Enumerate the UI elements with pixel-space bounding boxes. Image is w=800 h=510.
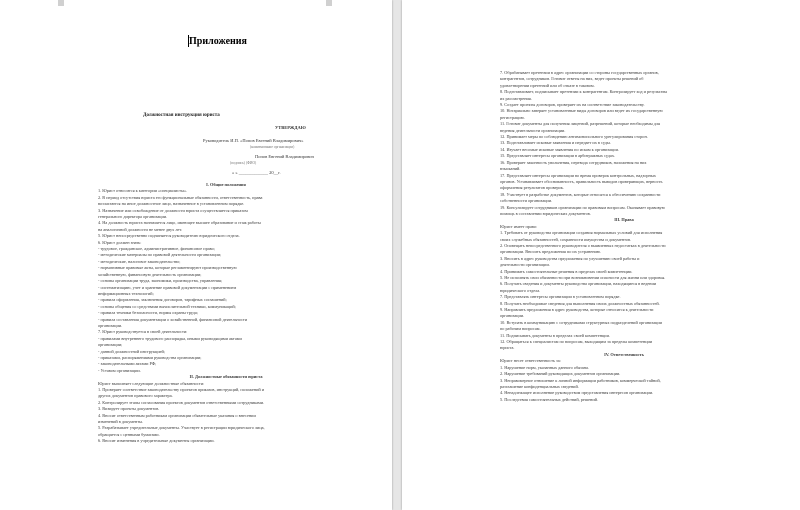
body-line: 12. Принимает меры по соблюдению антимонопольного урегулирования сторон.: [500, 134, 648, 140]
body-line: юридического отдела.: [500, 287, 541, 293]
body-line: - Уставом организации.: [98, 367, 141, 373]
body-line: 12. Обращаться к специалистам по вопросам, выходящим за пределы компетенции: [500, 339, 653, 345]
body-line: 11. Готовит документы для получения лицензий, разрешений, которые необходимы для: [500, 121, 661, 127]
approve-label: УТВЕРЖДАЮ: [275, 125, 306, 130]
body-line: хозяйственную, финансовую деятельность организации;: [98, 271, 202, 277]
body-line: информационных технологий;: [98, 290, 154, 296]
body-line: - методические материалы по правовой деятельности организации;: [98, 252, 222, 258]
page1-body: [98, 182, 354, 445]
page2-body: [500, 70, 748, 403]
body-line: на аналогичной должности не менее двух лет.: [98, 226, 183, 232]
body-line: - приказами, распоряжениями руководства организации;: [98, 354, 202, 360]
document-page-2: [402, 0, 800, 510]
body-line: - правила составления документации о хозяйственной, финансовой деятельности: [98, 316, 248, 322]
body-line: 10. Нотариально заверяет установленные виды договоров или ведет их государственную: [500, 108, 663, 114]
body-line: помощь в составлении юридических документов.: [500, 210, 591, 216]
body-line: - правила оформления, заключения договоров, тарифных соглашений;: [98, 297, 227, 303]
section-heading: I. Общие положения: [206, 182, 246, 187]
body-line: 17. Представляет интересы организации во время проверок контрольных, надзорных: [500, 172, 656, 178]
body-line: 3. Неправомерное отношение к личной информации работников, коммерческой тайной,: [500, 377, 661, 383]
ruler-marker-right: [326, 0, 332, 6]
body-line: 4. На должность юриста назначается лицо, имеющее высшее образование и стаж работы: [98, 220, 261, 226]
body-line: - правилами внутреннего трудового распорядка, иными руководящими актами: [98, 335, 242, 341]
body-line: 14. Изучает весомые исковые заявления по искам к организации.: [500, 146, 619, 152]
body-line: 6. Вносит изменения в учредительные документы организации.: [98, 438, 215, 444]
body-line: 15. Представляет интересы организации в арбитражных судах.: [500, 153, 616, 159]
body-line: организации. Вносить предложения по их устранению.: [500, 249, 602, 255]
body-line: 1. Юрист относится к категории «специалисты».: [98, 188, 188, 194]
sign-name: Попов Евгений Владимирович: [255, 154, 314, 159]
body-line: регистрацию.: [500, 114, 525, 120]
body-line: 19. Консультирует сотрудников организации по правовым вопросам. Оказывает правовую: [500, 204, 665, 210]
section-heading: IV. Ответственность: [604, 351, 644, 357]
body-line: Юрист несет ответственность за:: [500, 358, 561, 364]
body-line: 5. Юрист непосредственно подчиняется руководителю юридического отдела.: [98, 233, 240, 239]
body-line: - нормативные правовые акты, которые регламентируют производственную: [98, 265, 237, 271]
body-line: - методические, налоговое законодательство;: [98, 258, 181, 264]
body-line: 9. Направлять предложения в адрес руководства, которые относятся к деятельности: [500, 307, 654, 313]
body-line: по рабочим вопросам.: [500, 326, 541, 332]
body-line: 8. Получать необходимые сведения для выполнения своих должностных обязанностей.: [500, 300, 660, 306]
body-line: юриста.: [500, 345, 515, 351]
body-line: - основы организации труда, экономики, производства, управления;: [98, 278, 223, 284]
body-line: обращается с ценными бумагами.: [98, 431, 160, 437]
ruler-marker-left: [58, 0, 64, 6]
director-line: Руководитель И.П. «Попов Евгений Владимирович»: [203, 138, 304, 143]
body-line: органов. Устанавливает обоснованность, правильность выводов проверяющих, верность: [500, 178, 663, 184]
body-line: организации.: [98, 322, 123, 328]
body-line: 1. Требовать от руководства организации создания нормальных условий для исполнения: [500, 230, 663, 236]
body-line: Юрист имеет право:: [500, 223, 538, 229]
body-line: - систематизацию, учет и хранение правовой документации с применением: [98, 284, 237, 290]
body-line: 7. Юрист руководствуется в своей деятельности:: [98, 329, 188, 335]
body-line: 3. Вносить в адрес руководства предложения по улучшению своей работы и: [500, 255, 640, 261]
body-line: 2. Нарушение требований руководящих документов организации.: [500, 371, 621, 377]
body-line: 6. Юрист должен знать:: [98, 239, 142, 245]
body-line: - основы общения со средствами вычислительной техники, коммуникаций;: [98, 303, 236, 309]
body-line: разглашение конфиденциальных сведений.: [500, 383, 579, 389]
body-line: 3. Визирует проекты документов.: [98, 406, 160, 412]
section-heading: II. Должностные обязанности юриста: [189, 374, 263, 380]
body-line: ведения деятельности организации.: [500, 127, 566, 133]
body-line: 18. Участвует в разработке документов, которые относятся к обеспечению сохранности: [500, 191, 661, 197]
date-line: « » _____________ 20__г.: [232, 170, 281, 175]
director-subcaption: (наименование организации): [250, 145, 295, 149]
body-line: 2. Контролирует этапы согласования проектов документов ответственными сотрудниками.: [98, 399, 265, 405]
body-line: 16. Проверяет законность увольнения, перевода сотрудников, наложения на них: [500, 159, 647, 165]
body-line: контрагентов, сотрудников. Готовит ответы на них, ведет проекты решений об: [500, 76, 644, 82]
body-line: - законодательными актами РФ;: [98, 361, 157, 367]
body-line: 10. Вступать в коммуникацию с сотрудниками структурных подразделений организации: [500, 319, 662, 325]
body-line: 8. Подготавливает, подписывает претензии к контрагентам. Контролирует ход и результаты: [500, 89, 668, 95]
body-line: 1. Нарушение норм, указанных данного обязана.: [500, 364, 589, 370]
body-line: возлагаются на иное должностное лицо, назначенное в установленном порядке.: [98, 201, 245, 207]
body-line: 1. Проверяет соответствие законодательству проектов приказов, инструкций, положений и: [98, 387, 265, 392]
body-line: 5. Не исполнять свои обязанности при возникновении опасности для жизни или здоровья.: [500, 275, 666, 280]
doc-title: Должностная инструкция юриста: [143, 113, 220, 118]
body-line: - правила техники безопасности, нормы охраны труда;: [98, 310, 198, 316]
body-line: 2. Оповещать непосредственного руководителя о выявленных недостатках в деятельности: [500, 242, 666, 248]
body-line: взысканий.: [500, 166, 521, 172]
body-line: 6. Получать сведения и документы руководства организации, находящиеся в ведении: [500, 281, 657, 287]
body-line: 2. В период отсутствия юриста его функциональные обязанности, ответственность, права: [98, 194, 263, 200]
body-line: - данной должностной инструкцией;: [98, 348, 166, 354]
body-line: их рассмотрения.: [500, 95, 532, 101]
body-line: 7. Представлять интересы организации в установленном порядке.: [500, 294, 621, 300]
body-line: Юрист выполняет следующие должностные обязанности:: [98, 380, 205, 386]
document-page-1: [0, 0, 392, 510]
body-line: 13. Подготавливает исковые заявления и передает их в суды.: [500, 140, 611, 146]
body-line: организации.: [500, 313, 525, 319]
body-line: 5. Последствия самостоятельных действий, решений.: [500, 396, 599, 402]
body-line: деятельности организации.: [500, 262, 550, 268]
body-line: организации;: [98, 342, 123, 348]
body-line: генерального директора организации.: [98, 214, 168, 220]
body-line: 4. Ненадлежащее исполнение руководством представления интересов организации.: [500, 390, 654, 396]
body-line: 3. Назначение или освобождение от должности юриста осуществляется приказом: [98, 207, 248, 213]
body-line: 4. Вносит ответственным работникам организации обязательные указания о внесении: [98, 412, 256, 418]
body-line: 4. Принимать самостоятельные решения в пределах своей компетенции.: [500, 268, 633, 274]
body-line: изменений в документы.: [98, 419, 144, 425]
body-line: других документов правового характера.: [98, 393, 173, 399]
body-line: - трудовое, гражданское, административное, финансовое право;: [98, 246, 215, 252]
body-line: оформления результатов проверок.: [500, 185, 564, 191]
body-line: 11. Подписывать документы в пределах своей компетенции.: [500, 332, 610, 338]
body-line: своих служебных обязанностей, сохранности имущества и документов.: [500, 236, 632, 242]
page-title: Приложения: [189, 36, 247, 47]
body-line: 9. Создает проекты договоров, проверяет их на соответствие законодательству.: [500, 102, 645, 108]
body-line: собственности организации.: [500, 198, 553, 204]
sign-subcaption: (подпись) (ФИО): [230, 161, 257, 165]
body-line: 7. Обрабатывает претензии в адрес организации со стороны государственных органов,: [500, 70, 659, 75]
body-line: 5. Разрабатывает учредительные документы. Участвует в регистрации юридического лица,: [98, 425, 265, 431]
body-line: удовлетворении претензий или об отказе в таковом.: [500, 82, 595, 88]
section-heading: III. Права: [614, 217, 634, 223]
